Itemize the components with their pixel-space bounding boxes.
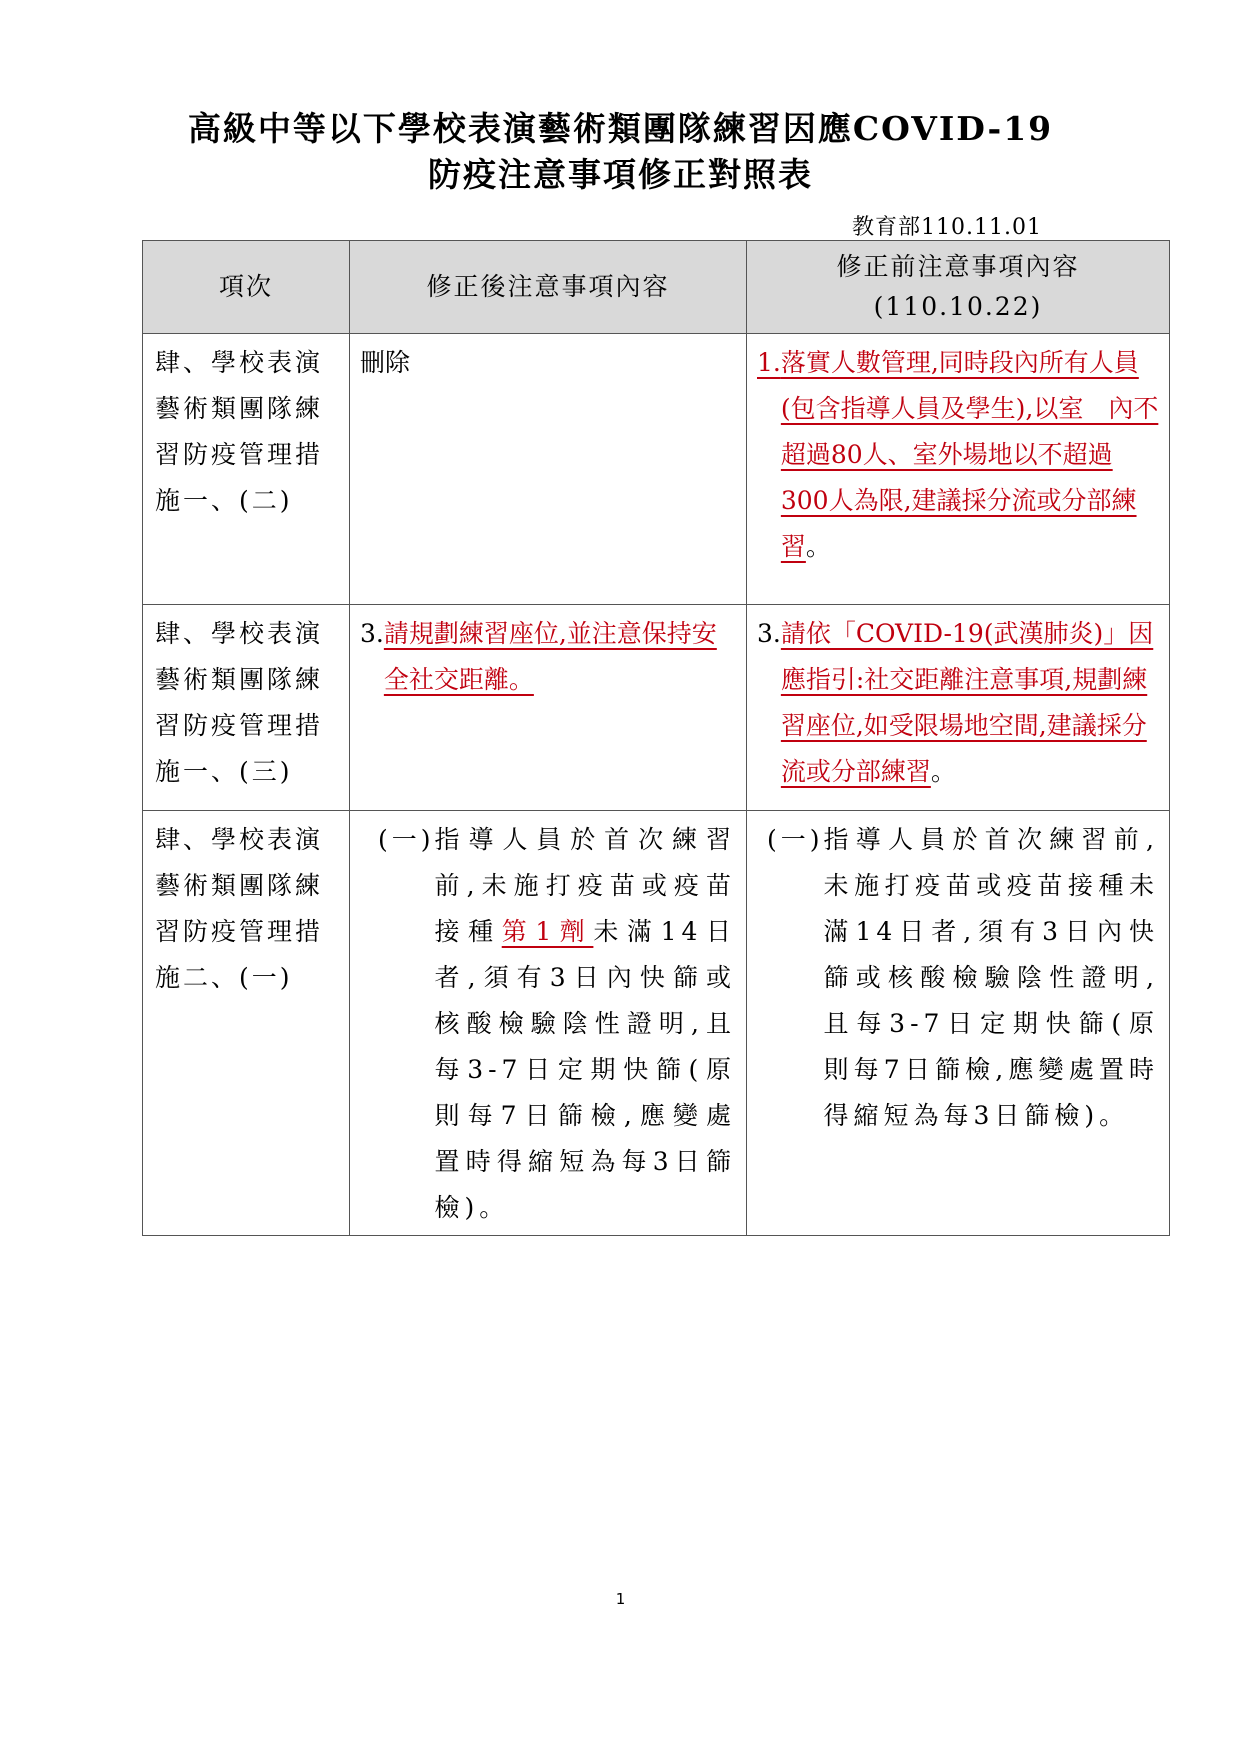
item-number: (一): [767, 825, 824, 854]
comparison-table: [142, 240, 1170, 1236]
revised-cell: [350, 334, 747, 605]
item-cell: 肆、學校表演藝術類團隊練習防疫管理措施一、(三): [143, 605, 350, 811]
page-number: 1: [615, 1590, 626, 1608]
item-body: 指導人員於首次練習前,未施打疫苗或疫苗接種未滿14日者,須有3日內快篩或核酸檢驗陰性證明,且每3-7日定期快篩(原則每7日篩檢,應變處置時得縮短為每3日篩檢)。: [823, 825, 1159, 1130]
item-number: (一): [378, 825, 435, 854]
header-original-date: (110.10.22): [873, 292, 1043, 321]
deleted-text: 請依「COVID-19(武漢肺炎)」因應指引:社交距離注意事項,規劃練習座位,如受限場地空間,建議採分流或分部練習: [780, 619, 1154, 786]
item-tail: 。: [805, 532, 831, 561]
item-number: 1.: [757, 348, 781, 377]
added-text: 請規劃練習座位,並注意保持安全社交距離。: [383, 619, 717, 694]
table-row: [143, 334, 1170, 605]
original-cell: [747, 605, 1170, 811]
deleted-text: 落實人數管理,同時段內所有人員(包含指導人員及學生),以室 內不超過80人、室外場地以不超過300人為限,建議採分流或分部練習: [780, 348, 1159, 561]
original-cell: [747, 811, 1170, 1236]
document-title-line1: 高級中等以下學校表演藝術類團隊練習因應COVID-19: [187, 109, 1054, 148]
item-number: 3.: [757, 619, 781, 648]
header-revised: 修正後注意事項內容: [350, 241, 747, 334]
table-row: [143, 605, 1170, 811]
numbered-item: [757, 340, 1159, 570]
header-original-label: 修正前注意事項內容: [836, 252, 1080, 281]
revised-text: 刪除: [360, 348, 411, 377]
revised-cell: [350, 605, 747, 811]
original-cell: [747, 334, 1170, 605]
item-number: 3.: [360, 619, 384, 648]
item-body: [384, 611, 736, 703]
numbered-item: [757, 611, 1159, 795]
body-text: 指導人員於首次練習前,未施打疫苗或疫苗接種: [434, 825, 736, 946]
item-body: [781, 611, 1159, 795]
header-original: [747, 241, 1170, 334]
numbered-item: [360, 817, 736, 1231]
header-item: 項次: [143, 241, 350, 334]
body-text: 未滿14日者,須有3日內快篩或核酸檢驗陰性證明,且每3-7日定期快篩(原則每7日篩檢,應變處置時得縮短為每3日篩檢)。: [434, 917, 736, 1222]
item-cell: 肆、學校表演藝術類團隊練習防疫管理措施二、(一): [143, 811, 350, 1236]
added-text: 第1劑: [501, 917, 594, 946]
item-body: [781, 340, 1159, 570]
issue-date: 教育部110.11.01: [852, 215, 1042, 240]
table-header-row: [143, 241, 1170, 334]
item-cell: 肆、學校表演藝術類團隊練習防疫管理措施一、(二): [143, 334, 350, 605]
numbered-item: [360, 611, 736, 703]
item-tail: 。: [930, 757, 956, 786]
document-title-line2: 防疫注意事項修正對照表: [428, 155, 813, 194]
revised-cell: [350, 811, 747, 1236]
table-row: [143, 811, 1170, 1236]
numbered-item: [757, 817, 1159, 1139]
item-body: [435, 817, 736, 1231]
